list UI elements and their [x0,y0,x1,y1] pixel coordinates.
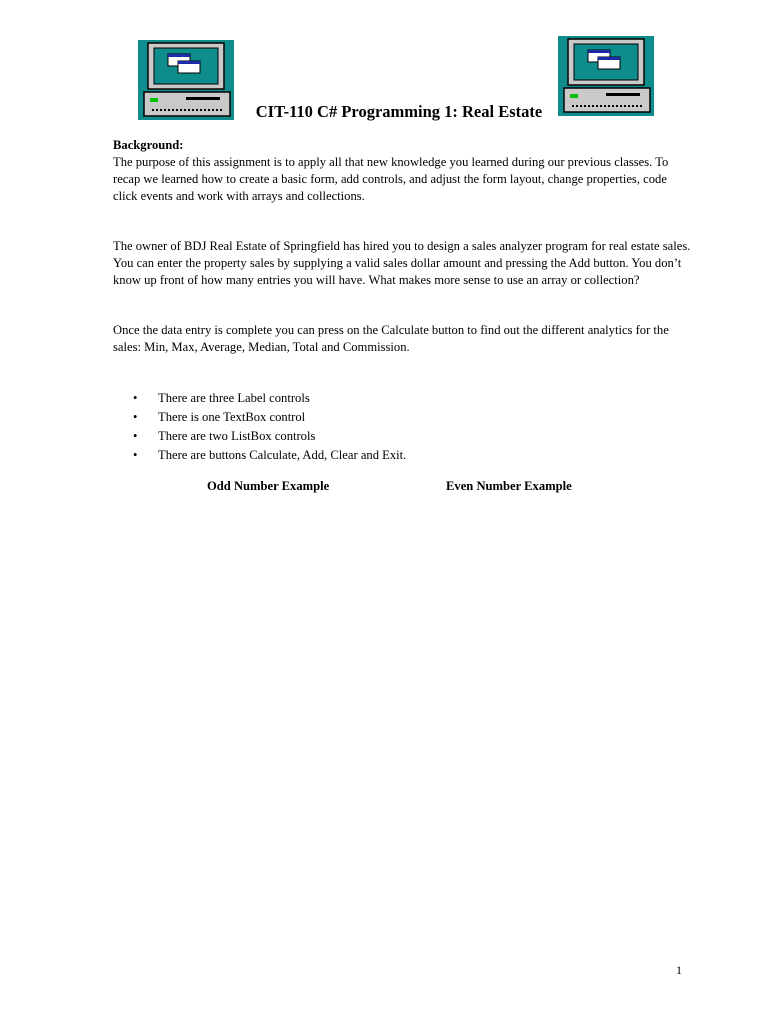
bullet-icon: • [133,448,138,462]
calculate-paragraph: Once the data entry is complete you can press on the Calculate button to find out the different analytics for the sales: Min, Max, Average, Median, Total and Commission. [113,323,669,354]
list-item-text: There are two ListBox controls [158,429,316,443]
list-item-text: There is one TextBox control [158,410,306,424]
odd-number-example-label: Odd Number Example [207,479,330,493]
list-item [113,427,406,446]
list-item [113,408,406,427]
list-item [113,446,406,465]
bullet-icon: • [133,410,138,424]
list-item-text: There are buttons Calculate, Add, Clear and Exit. [158,448,407,462]
document-title: CIT-110 C# Programming 1: Real Estate [255,102,543,121]
purpose-paragraph: The purpose of this assignment is to apply all that new knowledge you learned during our previous classes. To recap we learned how to create a basic form, add controls, and adjust the form layout, change properties, code click events and work with arrays and collections. [113,155,669,203]
bullet-icon: • [133,391,138,405]
list-item-text: There are three Label controls [158,391,310,405]
even-number-example-label: Even Number Example [446,479,572,493]
list-item [113,389,406,408]
bullet-icon: • [133,429,138,443]
owner-paragraph: The owner of BDJ Real Estate of Springfield has hired you to design a sales analyzer program for real estate sales. You can enter the property sales by supplying a valid sales dollar amount and pressing the Add button. You don’t know up front of how many entries you will have. What makes more sense to use an array or collection? [113,239,691,287]
background-heading: Background: [113,138,184,152]
requirements-list [113,389,406,465]
page-number: 1 [676,963,682,977]
